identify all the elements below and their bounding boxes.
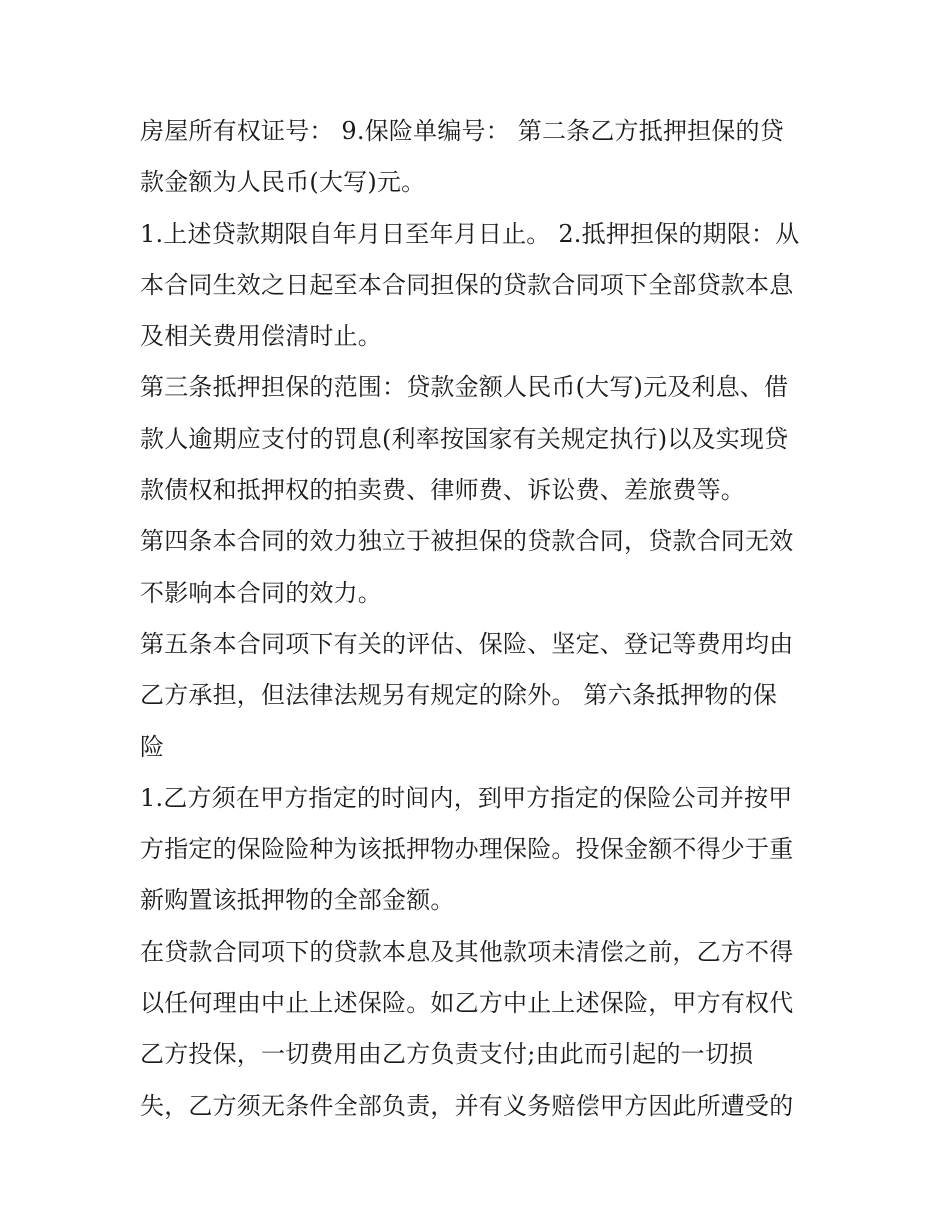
contract-body <box>140 106 820 1132</box>
text-line: 不影响本合同的效力。 <box>140 578 382 607</box>
text-line: 及相关费用偿清时止。 <box>140 322 382 351</box>
text-line: 险 <box>140 732 165 761</box>
text-line: 乙方投保，一切费用由乙方负责支付;由此而引起的一切损 <box>140 1040 754 1069</box>
text-line: 第四条本合同的效力独立于被担保的贷款合同，贷款合同无效 <box>140 527 794 556</box>
text-line: 第五条本合同项下有关的评估、保险、坚定、登记等费用均由 <box>140 629 794 658</box>
text-line: 款债权和抵押权的拍卖费、律师费、诉讼费、差旅费等。 <box>140 476 745 505</box>
text-line: 新购置该抵押物的全部金额。 <box>140 886 455 915</box>
text-line: 第三条抵押担保的范围：贷款金额人民币(大写)元及利息、借 <box>140 373 789 402</box>
text-line: 乙方承担，但法律法规另有规定的除外。 第六条抵押物的保 <box>140 681 778 710</box>
text-line: 1.上述贷款期限自年月日至年月日止。 2.抵押担保的期限：从 <box>140 219 800 248</box>
text-line: 房屋所有权证号： 9.保险单编号： 第二条乙方抵押担保的贷 <box>140 117 784 145</box>
text-line: 在贷款合同项下的贷款本息及其他款项未清偿之前，乙方不得 <box>140 937 794 966</box>
text-line: 款人逾期应支付的罚息(利率按国家有关规定执行)以及实现贷 <box>140 424 789 453</box>
text-line: 以任何理由中止上述保险。如乙方中止上述保险，甲方有权代 <box>140 989 794 1018</box>
text-line: 款金额为人民币(大写)元。 <box>140 168 426 197</box>
text-line: 方指定的保险险种为该抵押物办理保险。投保金额不得少于重 <box>140 835 794 864</box>
text-line: 1.乙方须在甲方指定的时间内，到甲方指定的保险公司并按甲 <box>140 783 793 812</box>
text-line: 失，乙方须无条件全部负责，并有义务赔偿甲方因此所遭受的 <box>140 1091 794 1120</box>
text-line: 本合同生效之日起至本合同担保的贷款合同项下全部贷款本息 <box>140 270 794 299</box>
